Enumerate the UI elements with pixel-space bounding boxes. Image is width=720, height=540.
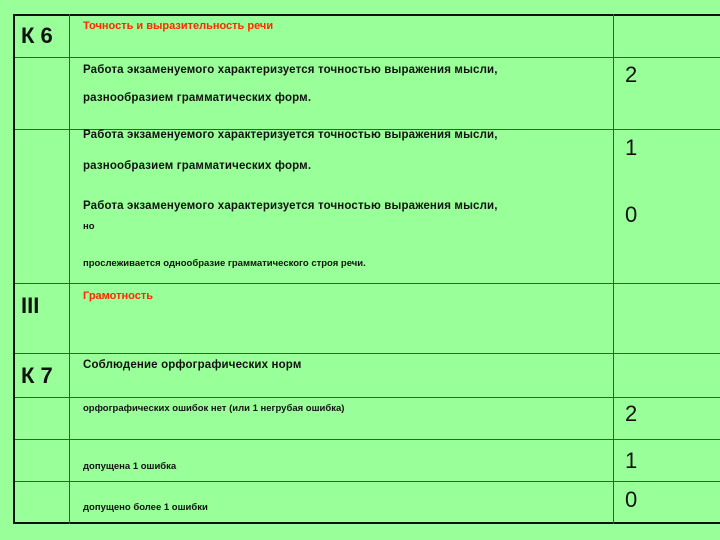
section-title: Грамотность (83, 290, 153, 302)
criterion-description: но (83, 221, 95, 232)
criterion-description: Работа экзаменуемого характеризуется точностью выражения мысли, (83, 129, 498, 141)
score-value: 0 (625, 487, 638, 512)
criterion-description: орфографических ошибок нет (или 1 негрубая ошибка) (83, 403, 345, 414)
table-border-left (13, 14, 15, 524)
column-divider (613, 14, 614, 524)
criterion-code: К 7 (21, 363, 53, 388)
criterion-description: Работа экзаменуемого характеризуется точностью выражения мысли, (83, 200, 498, 212)
criterion-description: Работа экзаменуемого характеризуется точностью выражения мысли, (83, 64, 498, 76)
criterion-title: Точность и выразительность речи (83, 20, 274, 32)
criterion-description: прослеживается однообразие грамматического строя речи. (83, 258, 366, 269)
score-value: 2 (625, 401, 638, 426)
criterion-description: допущено более 1 ошибки (83, 502, 208, 513)
section-number: III (21, 293, 40, 318)
criterion-description: разнообразием грамматических форм. (83, 160, 312, 172)
score-value: 0 (625, 202, 638, 227)
criterion-title: Соблюдение орфографических норм (83, 359, 302, 371)
criterion-code: К 6 (21, 23, 53, 48)
column-divider (69, 14, 70, 524)
score-value: 2 (625, 62, 638, 87)
criteria-table (13, 14, 720, 524)
score-value: 1 (625, 135, 638, 160)
criterion-description: разнообразием грамматических форм. (83, 92, 312, 104)
score-value: 1 (625, 448, 638, 473)
criterion-description: допущена 1 ошибка (83, 461, 177, 472)
